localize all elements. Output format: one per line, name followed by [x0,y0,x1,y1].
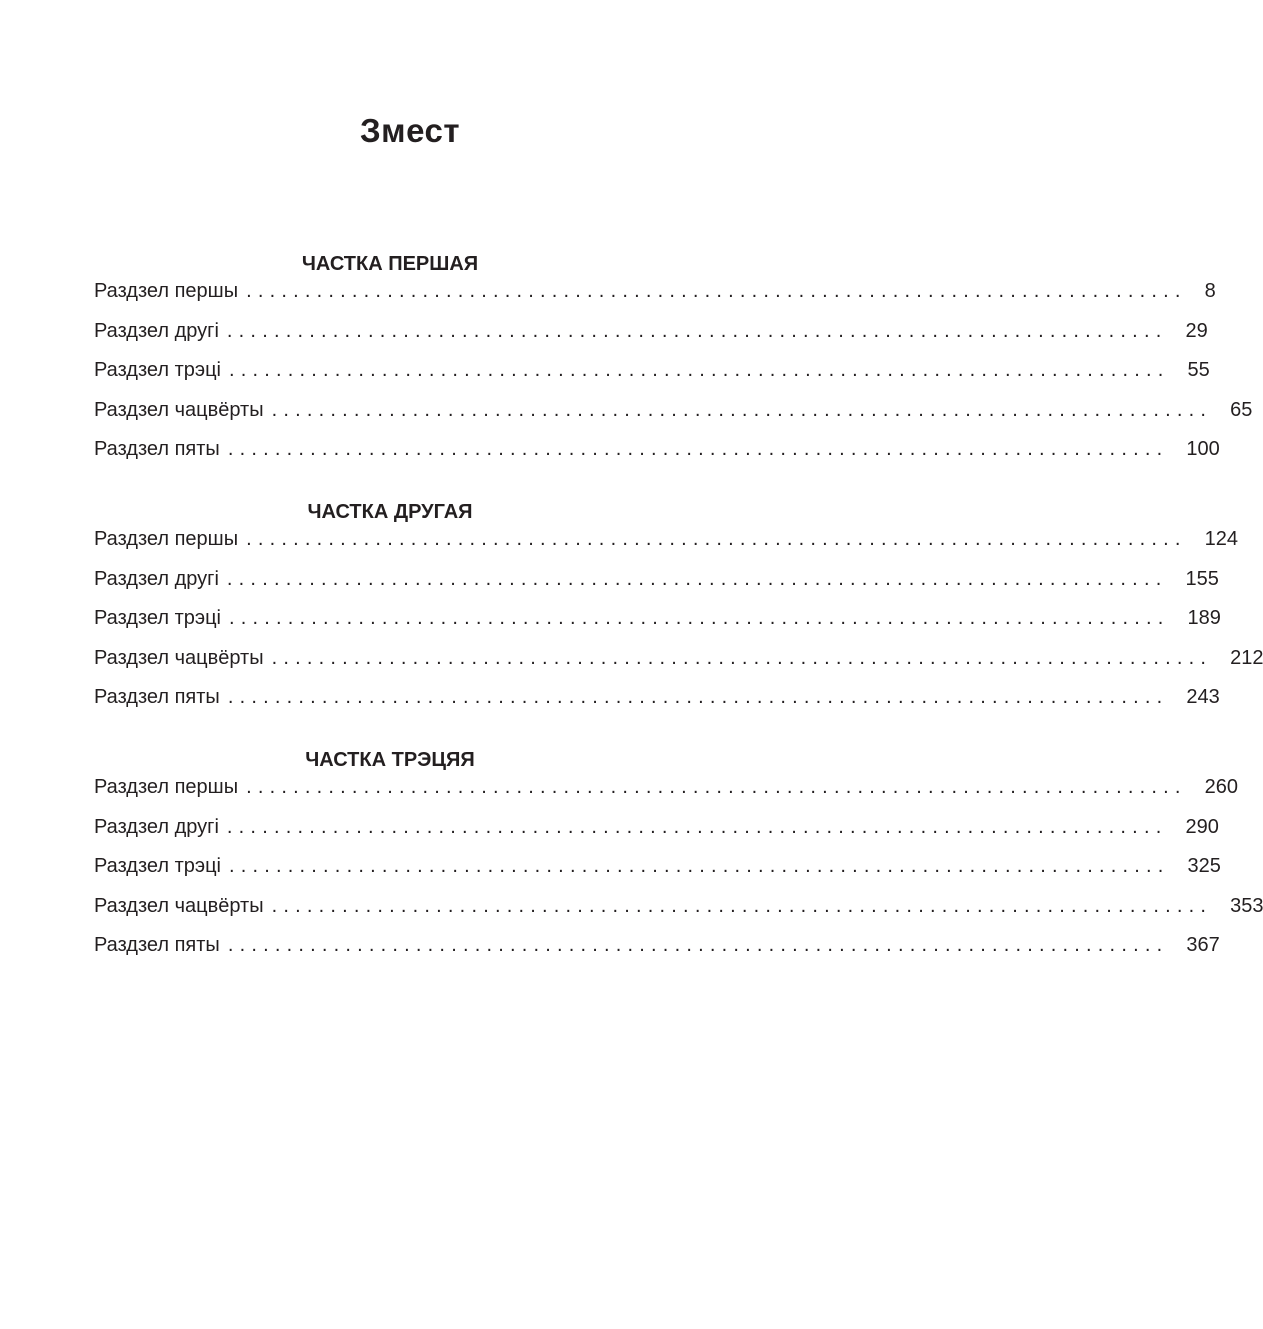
toc-entry-label: Раздзел пяты [94,934,220,957]
dot-leader: ................................................................................ [226,319,1168,342]
dot-leader: ................................................................................ [271,646,1213,669]
dot-leader: ................................................................................ [227,686,1169,709]
toc-entry-label: Раздзел пяты [94,686,220,709]
page-title: Змест [359,112,461,149]
toc-entry-label: Раздзел трэці [94,359,221,382]
part-heading: ЧАСТКА ПЕРШАЯ [301,253,479,275]
toc-entry-page: 65 [1230,398,1253,421]
toc-entry[interactable] [94,278,1216,318]
toc-entry-page: 55 [1187,359,1210,382]
toc-entry-page: 124 [1204,528,1239,550]
toc-entry-label: Раздзел трэці [94,855,221,878]
dot-leader: ................................................................................ [227,438,1169,461]
toc-entry[interactable] [94,932,1220,972]
toc-entry-page: 325 [1187,855,1221,878]
toc-entry[interactable] [94,774,1239,814]
toc-entry-page: 367 [1186,934,1220,957]
toc-entry[interactable] [94,357,1210,397]
dot-leader: ................................................................................ [229,607,1170,630]
toc-entry-page: 189 [1187,607,1221,630]
part-2 [94,498,1263,724]
toc-entry-page: 8 [1204,280,1216,302]
dot-leader: ................................................................................ [271,398,1213,421]
toc-entry-label: Раздзел другі [94,815,219,838]
dot-leader: ................................................................................ [226,815,1168,838]
toc-entry-page: 212 [1230,646,1263,669]
toc-entry[interactable] [94,318,1208,358]
toc-entry-page: 353 [1230,894,1263,917]
dot-leader: ................................................................................ [271,894,1213,917]
dot-leader: ................................................................................ [226,567,1168,590]
toc-entry-page: 243 [1186,686,1220,709]
toc-entry[interactable] [94,566,1219,606]
toc-entry[interactable] [94,814,1219,854]
part-heading: ЧАСТКА ТРЭЦЯЯ [305,749,475,771]
toc-entry-label: Раздзел чацвёрты [94,646,264,669]
toc-entry-label: Раздзел другі [94,567,219,590]
toc-entry-label: Раздзел першы [94,528,239,550]
toc-entry-page: 29 [1185,319,1208,342]
part-heading: ЧАСТКА ДРУГАЯ [307,501,473,523]
toc-entry-label: Раздзел першы [94,776,239,798]
dot-leader: ................................................................................ [229,359,1170,382]
part-3 [94,746,1263,972]
toc-entry-label: Раздзел першы [94,280,239,302]
toc-entry-label: Раздзел трэці [94,607,221,630]
toc-entry[interactable] [94,397,1253,437]
dot-leader: ................................................................................ [246,776,1187,798]
toc-entry-page: 260 [1204,776,1239,798]
toc-entry[interactable] [94,605,1221,645]
dot-leader: ................................................................................ [246,280,1187,302]
toc-entry[interactable] [94,853,1221,893]
dot-leader: ................................................................................ [246,528,1187,550]
toc-entry[interactable] [94,645,1263,685]
toc-entry-page: 100 [1186,438,1220,461]
part-1 [94,250,1253,476]
toc-entry[interactable] [94,526,1239,566]
toc-entry[interactable] [94,893,1263,933]
toc-entry-label: Раздзел пяты [94,438,220,461]
dot-leader: ................................................................................ [227,934,1169,957]
dot-leader: ................................................................................ [229,855,1170,878]
toc-entry[interactable] [94,684,1220,724]
toc-entry[interactable] [94,436,1220,476]
toc-entry-page: 290 [1185,815,1219,838]
toc-entry-page: 155 [1185,567,1219,590]
toc-entry-label: Раздзел другі [94,319,219,342]
toc-entry-label: Раздзел чацвёрты [94,894,264,917]
toc-entry-label: Раздзел чацвёрты [94,398,264,421]
